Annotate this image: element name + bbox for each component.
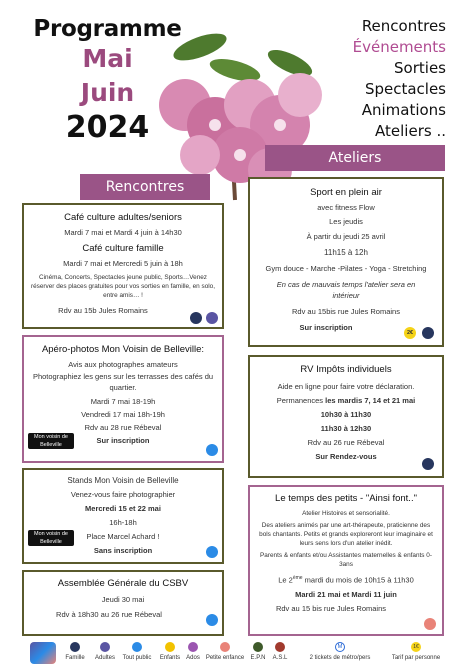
legend-tout-public: Tout public (118, 642, 156, 661)
category-spectacles: Spectacles (364, 80, 446, 98)
legend-dot (165, 642, 175, 652)
event-dates: Mardi 21 mai et Mardi 11 juin (295, 589, 397, 599)
title-year: 2024 (65, 110, 150, 145)
event-card-stands (22, 468, 224, 564)
event-activities: Gym douce - Marche -Pilates - Yoga - Stretching (265, 264, 427, 273)
event-title: RV Impôts individuels (300, 364, 392, 375)
audience-dot-famille (190, 312, 202, 324)
event-title: Apéro-photos Mon Voisin de Belleville: (41, 344, 205, 355)
event-description: Cinéma, Concerts, Spectacles jeune public, Sports…Venez réserver des places gratuites pour vos sorties en famille, en solo, entre amis… ! (31, 274, 215, 299)
legend-famille: Famille (62, 642, 88, 661)
event-description: Aide en ligne pour faire votre déclaration. (277, 382, 415, 391)
event-card-assemblee (22, 570, 224, 636)
legend-tarif: 1€ Tarif par personne (391, 644, 441, 661)
category-evenements: Événements (352, 38, 446, 56)
title-month-mai: Mai (82, 44, 133, 73)
event-location: Rdv au 26 rue Rébeval (307, 438, 385, 447)
event-audience: Parents & enfants et/ou Assistantes maternelles & enfants 0-3ans (260, 552, 432, 568)
event-date: Jeudi 30 mai (101, 595, 145, 604)
event-registration: Sans inscription (93, 546, 153, 555)
event-start: À partir du jeudi 25 avril (306, 232, 386, 241)
legend-metro: M 2 tickets de métro/pers (309, 644, 371, 661)
legend-ados: Ados (183, 642, 203, 661)
legend-dot (100, 642, 110, 652)
audience-dot-adultes (422, 458, 434, 470)
event-day: Les jeudis (329, 217, 363, 226)
event-title: Stands Mon Voisin de Belleville (67, 476, 179, 485)
event-date: Mardi 7 mai et Mercredi 5 juin à 18h (63, 259, 183, 268)
event-location: Place Marcel Achard ! (86, 532, 160, 541)
event-subtitle: avec fitness Flow (317, 203, 375, 212)
category-list (353, 16, 446, 142)
event-time: 11h15 à 12h (324, 248, 368, 257)
event-description: Photographiez les gens sur les terrasses des cafés du quartier. (32, 372, 214, 392)
category-animations: Animations (361, 101, 446, 119)
section-header-rencontres: Rencontres (80, 174, 210, 200)
event-date: Mardi 7 mai et Mardi 4 juin à 14h30 (64, 228, 182, 237)
title-month-juin: Juin (80, 78, 135, 107)
event-title: Sport en plein air (310, 187, 382, 198)
event-schedule: Le 2ème mardi du mois de 10h15 à 11h30 (278, 575, 414, 585)
legend-epn: E.P.N (247, 642, 269, 661)
metro-icon: M (335, 642, 345, 652)
event-registration: Sur Rendez-vous (315, 452, 377, 461)
event-description: Des ateliers animés par une art-thérapeute, praticienne des bols chantants. Petits et grands exploreront leur imaginaire et leurs sens lors d'un atelier inédit. (259, 522, 433, 547)
mon-voisin-logo: Mon voisin de Belleville (28, 433, 74, 449)
event-location: Rdv au 28 rue Rébeval (84, 423, 162, 432)
event-title: Assemblée Générale du CSBV (57, 578, 189, 589)
title-programme: Programme (33, 16, 182, 42)
event-registration: Sur inscription (96, 436, 150, 445)
audience-dot-famille (422, 327, 434, 339)
csbv-logo (30, 642, 56, 664)
audience-dot-tout-public (206, 444, 218, 456)
event-card-cafe-culture (22, 203, 224, 329)
event-date: Mardi 7 mai 18-19h (90, 397, 156, 406)
event-subtitle: Avis aux photographes amateurs (68, 360, 178, 369)
price-icon: 1€ (411, 642, 421, 652)
legend-dot (70, 642, 80, 652)
legend-dot (220, 642, 230, 652)
audience-dot-adultes (206, 312, 218, 324)
event-time: 16h-18h (109, 518, 137, 527)
event-card-impots (248, 355, 444, 478)
event-title: Café culture adultes/seniors (64, 212, 182, 223)
legend-adultes: Adultes (90, 642, 120, 661)
event-registration: Sur inscription (299, 323, 353, 332)
section-header-ateliers: Ateliers (265, 145, 445, 171)
mon-voisin-logo: Mon voisin de Belleville (28, 530, 74, 546)
legend-dot (132, 642, 142, 652)
event-dates: Permanences les mardis 7, 14 et 21 mai (276, 396, 416, 405)
event-time: 10h30 à 11h30 (320, 410, 372, 419)
event-location: Rdv au 15bis rue Jules Romains (292, 307, 400, 316)
event-card-temps-des-petits (248, 485, 444, 636)
event-title: Le temps des petits - "Ainsi font.." (275, 493, 417, 504)
legend-dot (275, 642, 285, 652)
event-location: Rdv à 18h30 au 26 rue Rébeval (56, 610, 162, 619)
event-location: Rdv au 15 bis rue Jules Romains (275, 603, 387, 613)
legend-dot (253, 642, 263, 652)
audience-dot-tout-public (206, 614, 218, 626)
legend-enfants: Enfants (156, 642, 184, 661)
category-ateliers: Ateliers .. (375, 122, 446, 140)
legend-asl: A.S.L (269, 642, 291, 661)
price-badge: 2€ (404, 327, 416, 339)
event-title: Café culture famille (82, 243, 164, 254)
event-card-apero-photos (22, 335, 224, 463)
event-date: Vendredi 17 mai 18h-19h (81, 410, 165, 419)
event-time: 11h30 à 12h30 (320, 424, 372, 433)
legend-dot (188, 642, 198, 652)
category-rencontres: Rencontres (361, 17, 446, 35)
audience-dot-petite-enfance (424, 618, 436, 630)
event-location: Rdv au 15b Jules Romains (58, 306, 148, 315)
event-weather-note: En cas de mauvais temps l'atelier sera en intérieur (276, 280, 416, 300)
category-sorties: Sorties (394, 59, 446, 77)
event-subtitle: Atelier Histoires et sensorialité. (302, 510, 390, 517)
event-subtitle: Venez-vous faire photographier (70, 490, 176, 499)
audience-dot-tout-public (206, 546, 218, 558)
legend-petite-enfance: Petite enfance (203, 642, 247, 661)
event-card-sport (248, 177, 444, 347)
event-date: Mercredi 15 et 22 mai (85, 504, 161, 513)
legend-bar (0, 640, 474, 670)
